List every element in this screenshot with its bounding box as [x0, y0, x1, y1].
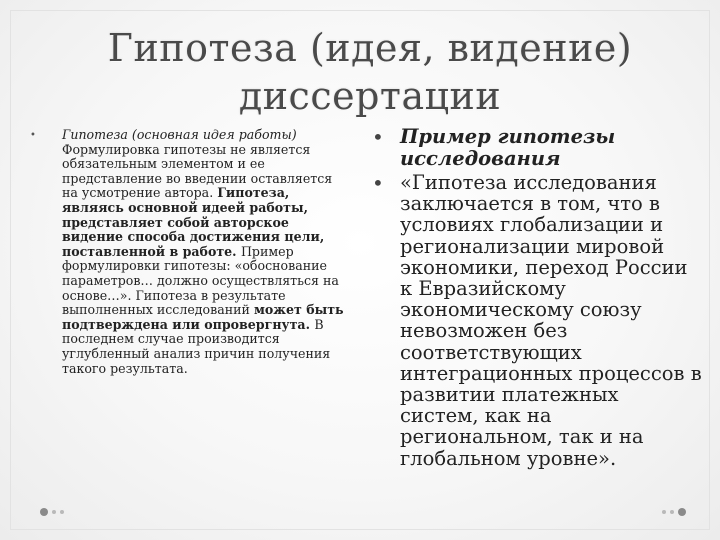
right-item-body	[372, 172, 702, 469]
right-column	[372, 126, 702, 469]
left-segment-intro: Гипотеза (основная идея работы)	[62, 127, 297, 142]
left-paragraph	[62, 128, 346, 376]
left-column	[30, 128, 346, 376]
example-heading: Пример гипотезы исследования	[400, 125, 616, 170]
dot-decoration	[662, 510, 666, 514]
left-bullet: •	[30, 130, 36, 141]
decorative-dots-right	[662, 508, 686, 516]
right-bullet: •	[372, 171, 384, 195]
dot-decoration	[670, 510, 674, 514]
left-segment-example: Пример формулировки гипотезы: «обоснование параметров… должно осуществляться на основе…». Гипотеза в результате выполненных исследований	[62, 243, 339, 318]
left-segment-result: может быть подтверждена или опровергнута.	[62, 302, 344, 332]
dot-decoration	[40, 508, 48, 516]
right-item-title	[372, 126, 702, 170]
dot-decoration	[678, 508, 686, 516]
dot-decoration	[60, 510, 64, 514]
slide-title: Гипотеза (идея, видение) диссертации	[107, 26, 633, 118]
left-segment-definition: Гипотеза, являясь основной идеей работы, представляет собой авторское видение способа достижения цели, поставленной в работе.	[62, 185, 325, 259]
decorative-dots-left	[40, 508, 64, 516]
right-bullet: •	[372, 125, 384, 149]
example-quote: «Гипотеза исследования заключается в том, что в условиях глобализации и регионализации мировой экономики, переход России к Евразийскому экономическому союзу невозможен без соответствующих интеграционных процессов в развитии платежных систем, как на региональном, так и на глобальном уровне».	[400, 171, 702, 470]
dot-decoration	[52, 510, 56, 514]
left-segment-optional: Формулировка гипотезы не является обязательным элементом и ее представление во введении оставляется на усмотрение автора.	[62, 141, 333, 201]
left-segment-analysis: В последнем случае производится углубленный анализ причин получения такого результата.	[62, 316, 331, 376]
